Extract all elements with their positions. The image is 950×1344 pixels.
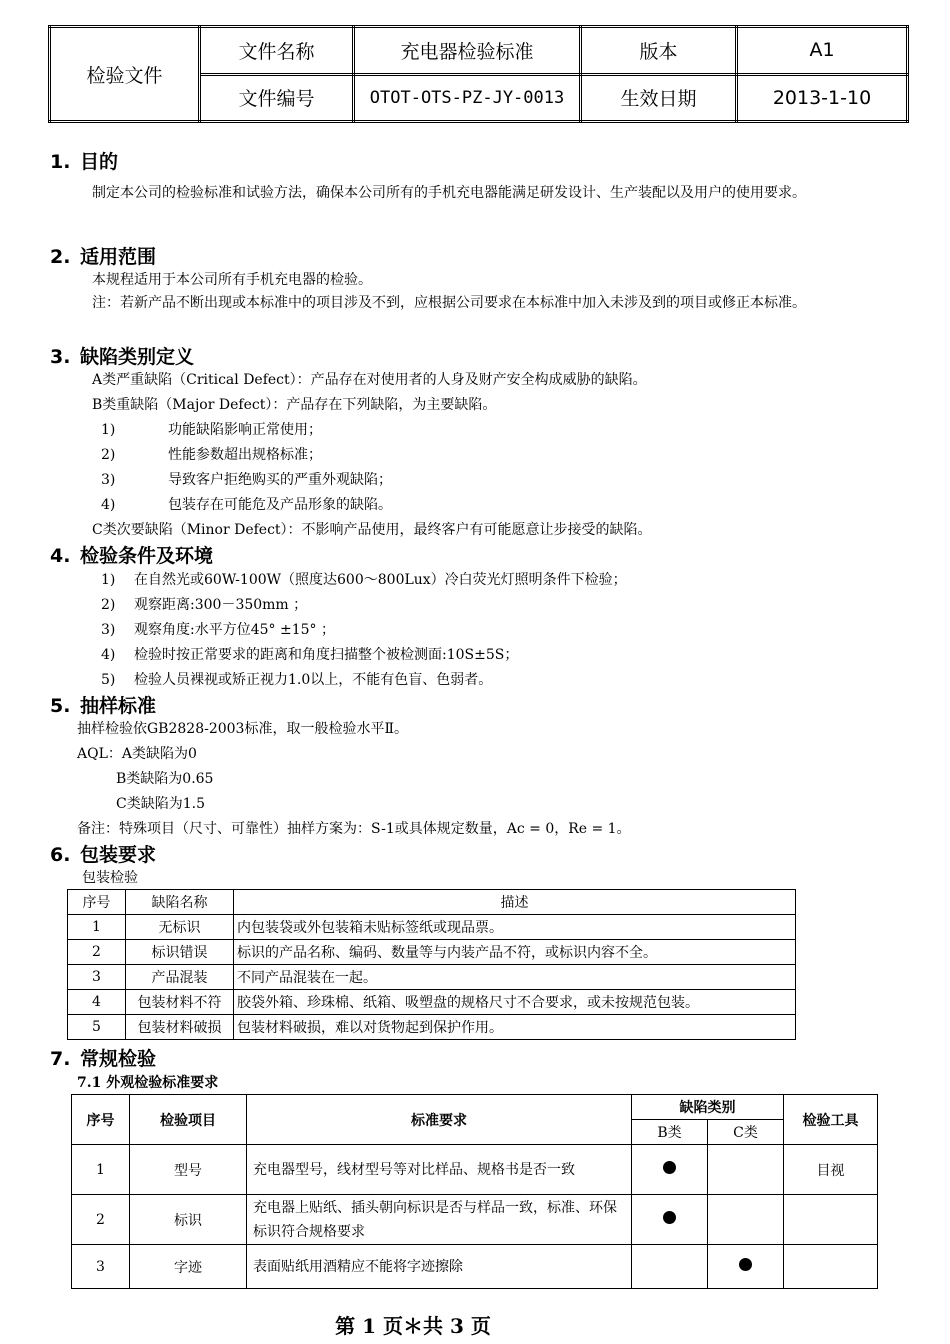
list-item: 4) 检验时按正常要求的距离和角度扫描整个被检测面:10S±5S； [101,647,519,663]
list-item: 1) 功能缺陷影响正常使用； [101,422,322,438]
requirement-text: 表面贴纸用酒精应不能将字迹擦除 [247,1245,632,1289]
inspection-item: 型号 [130,1145,247,1195]
section-7-heading [50,1044,156,1071]
section-number: 1. [50,151,71,173]
column-header: B类 [632,1120,708,1145]
column-header: 描述 [234,890,796,915]
list-item: 5) 检验人员裸视或矫正视力1.0以上，不能有色盲、色弱者。 [101,672,493,688]
column-header: 检验工具 [784,1095,878,1145]
table-row [72,1195,878,1245]
section-number: 6. [50,844,71,866]
section-title: 目的 [80,151,119,173]
effective-date-value: 2013-1-10 [737,74,908,122]
section-2-heading [50,242,156,269]
doc-type-cell: 检验文件 [50,27,200,122]
table-header-row [68,890,796,915]
class-b-cell [632,1195,708,1245]
section-6-heading [50,840,156,867]
defect-name: 无标识 [126,915,234,940]
table-header-row [72,1095,878,1120]
sampling-standard-line: 抽样检验依GB2828-2003标准，取一般检验水平Ⅱ。 [77,721,408,737]
column-header: C类 [708,1120,784,1145]
section-number: 5. [50,695,71,717]
defect-description: 不同产品混装在一起。 [234,965,796,990]
requirement-text: 充电器型号，线材型号等对比样品、规格书是否一致 [247,1145,632,1195]
defect-name: 产品混装 [126,965,234,990]
inspection-item: 字迹 [130,1245,247,1289]
list-item: 2) 观察距离:300－350mm ； [101,597,308,613]
appearance-subtitle: 7.1 外观检验标准要求 [77,1075,219,1091]
defect-mark-dot [663,1161,676,1174]
inspection-tool [784,1245,878,1289]
class-a-definition: A类严重缺陷（Critical Defect）：产品存在对使用者的人身及财产安全构成威胁的缺陷。 [92,372,647,388]
list-item: 1) 在自然光或60W-100W（照度达600～800Lux）冷白荧光灯照明条件下检验； [101,572,627,588]
inspection-tool [784,1195,878,1245]
class-b-cell [632,1245,708,1289]
table-row [68,940,796,965]
effective-date-label: 生效日期 [581,74,737,122]
inspection-item: 标识 [130,1195,247,1245]
file-name-label: 文件名称 [200,27,354,75]
class-c-definition: C类次要缺陷（Minor Defect）：不影响产品使用，最终客户有可能愿意让步接受的缺陷。 [92,522,652,538]
column-header: 检验项目 [130,1095,247,1145]
section-number: 3. [50,346,71,368]
section-title: 缺陷类别定义 [80,346,195,368]
requirement-text: 充电器上贴纸、插头朝向标识是否与样品一致，标准、环保标识符合规格要求 [247,1195,632,1245]
class-c-cell [708,1245,784,1289]
inspection-tool: 目视 [784,1145,878,1195]
aql-class-a: AQL：A类缺陷为0 [77,746,197,762]
sampling-note: 备注：特殊项目（尺寸、可靠性）抽样方案为：S-1或具体规定数量，Ac = 0，Re = 1。 [77,821,631,837]
document-header-table [48,25,909,123]
list-item: 3) 导致客户拒绝购买的严重外观缺陷； [101,472,392,488]
table-row [72,1245,878,1289]
appearance-inspection-table [71,1094,878,1289]
class-c-cell [708,1145,784,1195]
table-row [68,990,796,1015]
table-row [68,915,796,940]
section-number: 4. [50,545,71,567]
defect-description: 包装材料破损，难以对货物起到保护作用。 [234,1015,796,1040]
row-number: 3 [68,965,126,990]
table-row [68,1015,796,1040]
class-c-cell [708,1195,784,1245]
section-1-text: 制定本公司的检验标准和试验方法，确保本公司所有的手机充电器能满足研发设计、生产装配以及用户的使用要求。 [92,185,806,201]
section-title: 检验条件及环境 [80,545,214,567]
section-3-heading [50,342,194,369]
row-number: 3 [72,1245,130,1289]
defect-name: 标识错误 [126,940,234,965]
list-item: 4) 包装存在可能危及产品形象的缺陷。 [101,497,392,513]
version-value: A1 [737,27,908,75]
class-b-definition: B类重缺陷（Major Defect）：产品存在下列缺陷，为主要缺陷。 [92,397,497,413]
version-label: 版本 [581,27,737,75]
section-title: 常规检验 [80,1048,157,1070]
defect-description: 标识的产品名称、编码、数量等与内装产品不符，或标识内容不全。 [234,940,796,965]
section-1-heading [50,147,118,174]
column-header: 序号 [72,1095,130,1145]
table-row [72,1145,878,1195]
file-name-value: 充电器检验标准 [354,27,581,75]
list-item: 2) 性能参数超出规格标准； [101,447,322,463]
row-number: 1 [68,915,126,940]
column-header: 缺陷名称 [126,890,234,915]
row-number: 4 [68,990,126,1015]
section-title: 包装要求 [80,844,157,866]
defect-name: 包装材料破损 [126,1015,234,1040]
section-title: 抽样标准 [80,695,157,717]
defect-mark-dot [739,1258,752,1271]
row-number: 2 [68,940,126,965]
packaging-subtitle: 包装检验 [82,870,138,886]
defect-mark-dot [663,1211,676,1224]
table-row [68,965,796,990]
defect-description: 内包装袋或外包装箱未贴标签纸或现品票。 [234,915,796,940]
defect-description: 胶袋外箱、珍珠棉、纸箱、吸塑盘的规格尺寸不合要求，或未按规范包装。 [234,990,796,1015]
column-header: 序号 [68,890,126,915]
row-number: 5 [68,1015,126,1040]
section-number: 7. [50,1048,71,1070]
row-number: 2 [72,1195,130,1245]
packaging-table [67,889,796,1040]
file-number-value: OTOT-OTS-PZ-JY-0013 [354,74,581,122]
row-number: 1 [72,1145,130,1195]
page-footer: 第 1 页＊共 3 页 [335,1314,491,1338]
section-2-note: 注：若新产品不断出现或本标准中的项目涉及不到，应根据公司要求在本标准中加入未涉及到的项目或修正本标准。 [92,295,806,311]
section-2-line: 本规程适用于本公司所有手机充电器的检验。 [92,272,372,288]
aql-class-c: C类缺陷为1.5 [116,796,205,812]
aql-class-b: B类缺陷为0.65 [116,771,214,787]
section-title: 适用范围 [80,246,157,268]
section-number: 2. [50,246,71,268]
section-4-heading [50,541,213,568]
section-5-heading [50,691,156,718]
column-header: 缺陷类别 [632,1095,784,1120]
class-b-cell [632,1145,708,1195]
defect-name: 包装材料不符 [126,990,234,1015]
list-item: 3) 观察角度:水平方位45° ±15° ； [101,622,335,638]
column-header: 标准要求 [247,1095,632,1145]
file-number-label: 文件编号 [200,74,354,122]
